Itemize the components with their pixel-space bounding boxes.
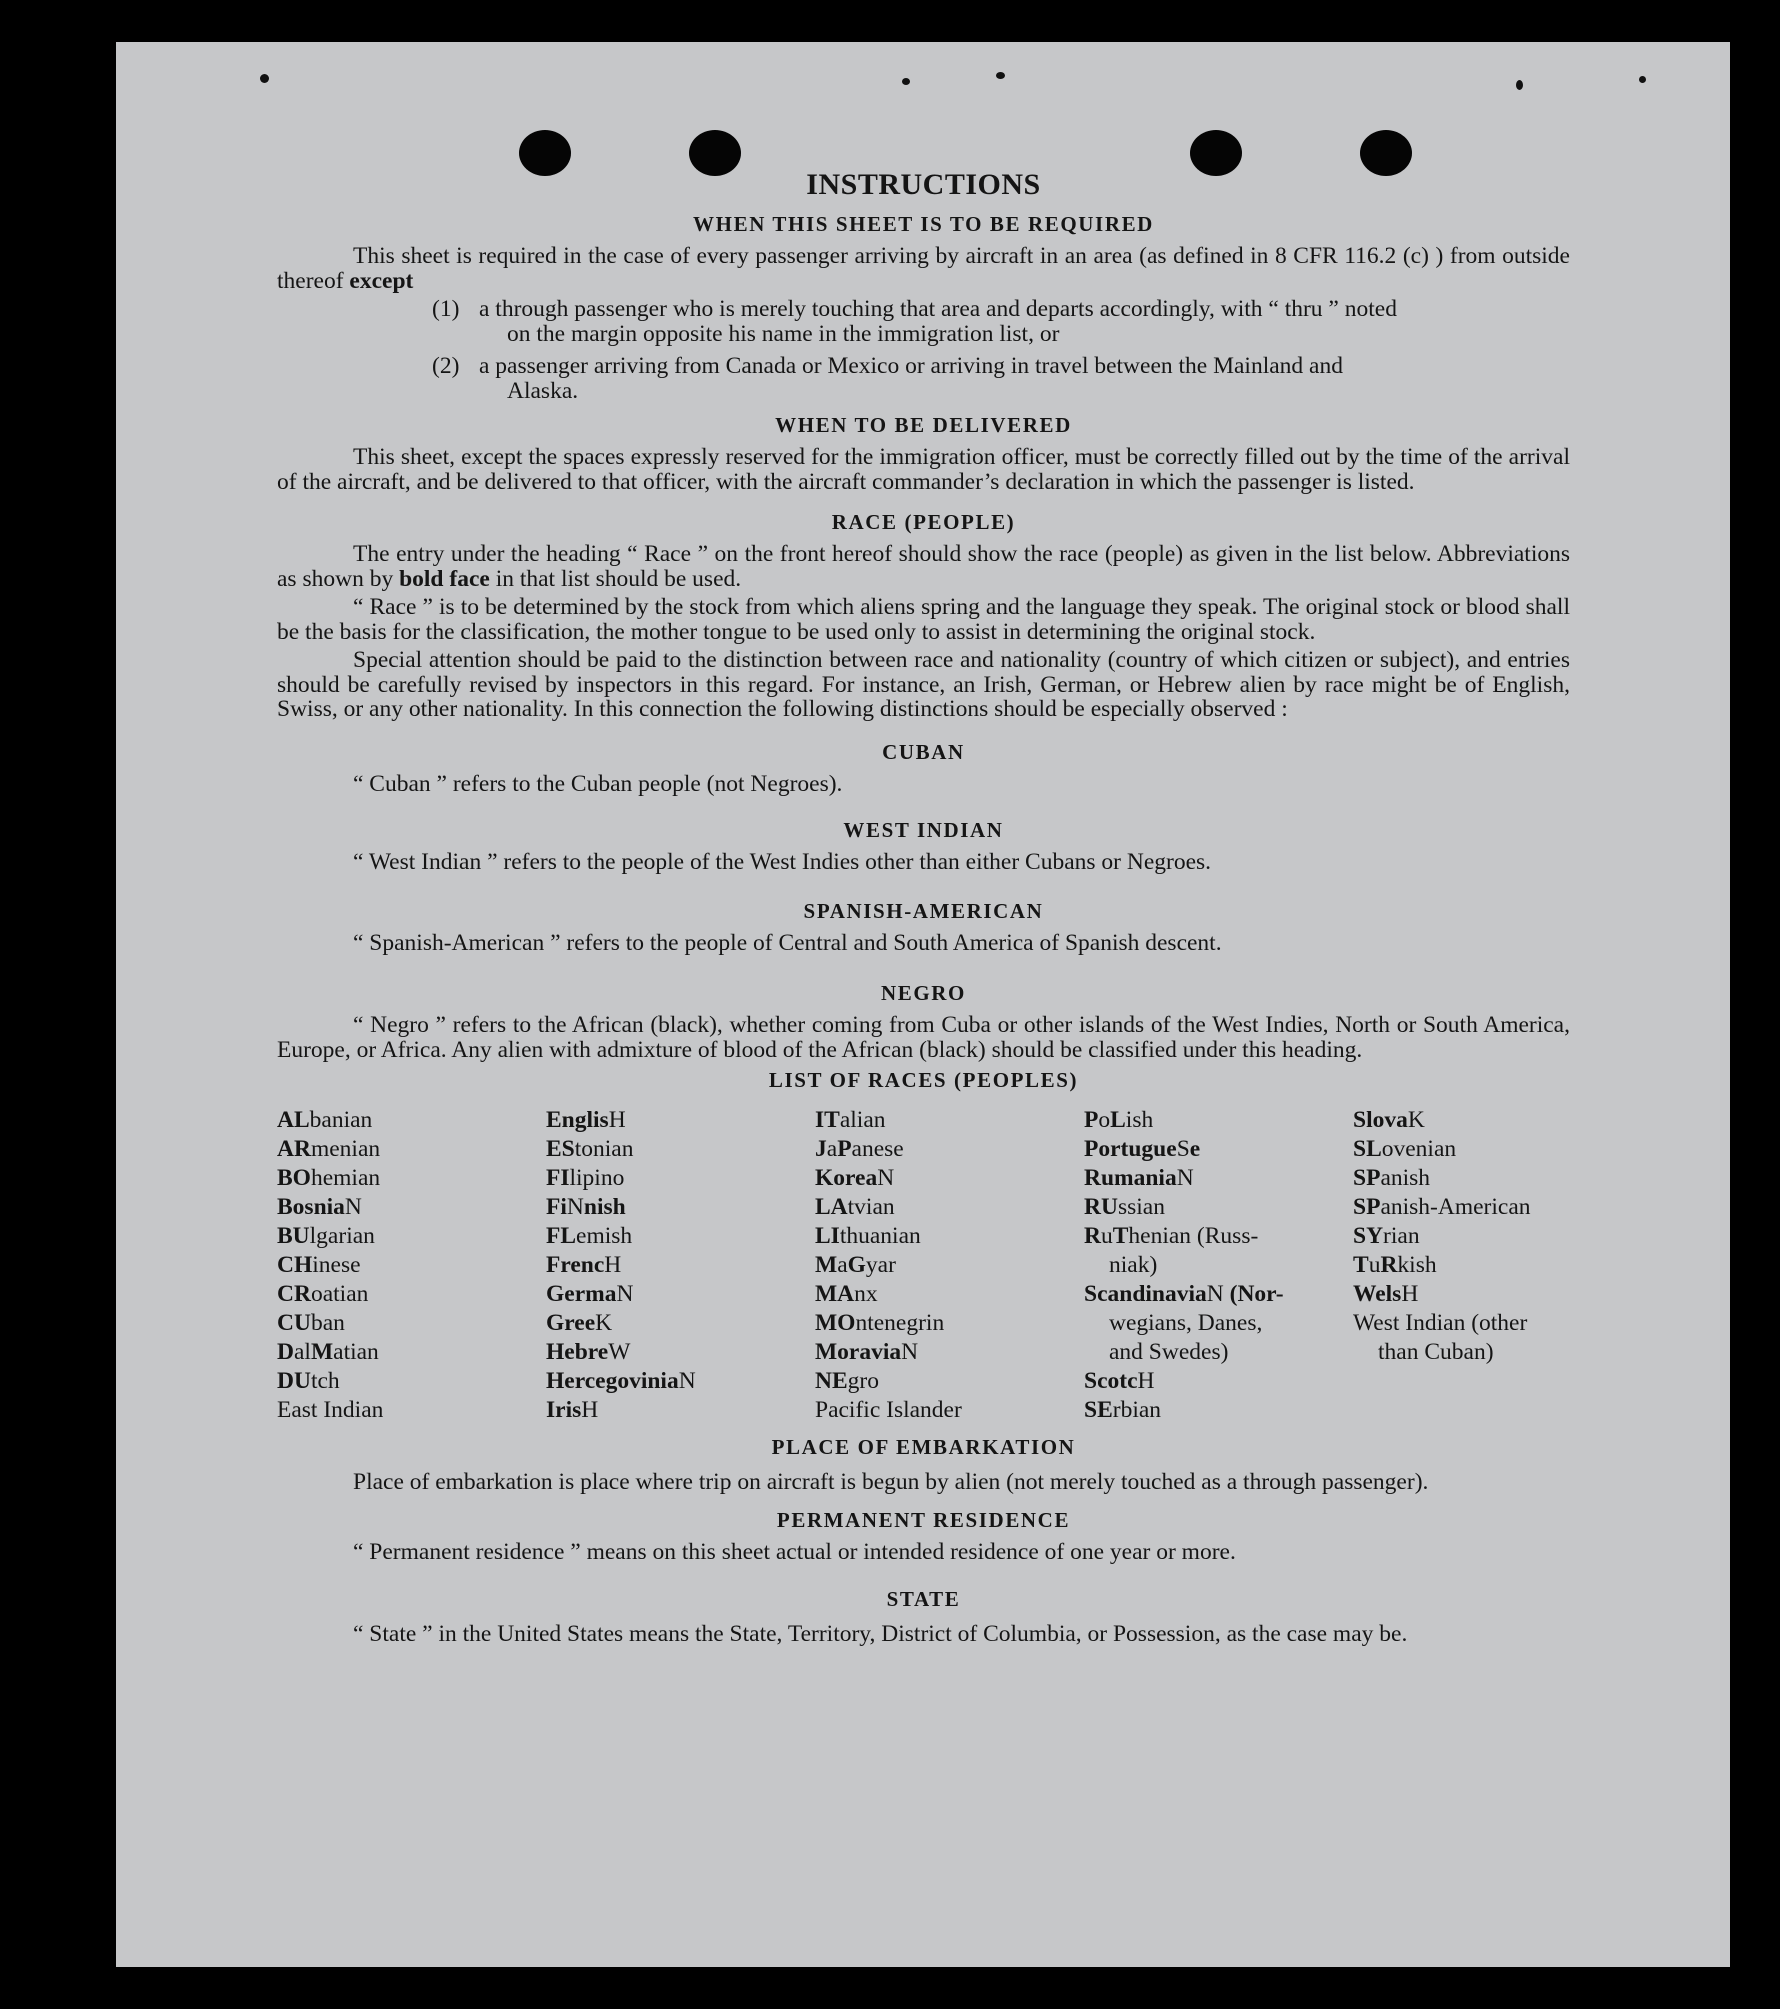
races-list — [277, 1106, 1570, 1425]
heading-when-required: WHEN THIS SHEET IS TO BE REQUIRED — [693, 212, 1154, 236]
race-entry: FiNnish — [546, 1194, 626, 1220]
race-entry: wegians, Danes, — [1109, 1310, 1263, 1336]
races-column — [1353, 1106, 1570, 1425]
race-entry: HercegoviniaN — [546, 1368, 696, 1394]
race-entry: DUtch — [277, 1368, 340, 1394]
race-entry: CHinese — [277, 1252, 361, 1278]
race-entry: EStonian — [546, 1136, 634, 1162]
race-entry: Pacific Islander — [815, 1397, 962, 1423]
race-entry: and Swedes) — [1109, 1339, 1229, 1365]
race-entry: SLovenian — [1353, 1136, 1457, 1162]
speck — [1639, 76, 1646, 83]
race-entry: SYrian — [1353, 1223, 1420, 1249]
race-entry: DalMatian — [277, 1339, 379, 1365]
heading-race: RACE (PEOPLE) — [831, 510, 1016, 534]
heading-embarkation: PLACE OF EMBARKATION — [771, 1435, 1076, 1459]
race-entry: ITalian — [815, 1107, 886, 1133]
race-entry: niak) — [1109, 1252, 1158, 1278]
race-entry: KoreaN — [815, 1165, 895, 1191]
race-entry: FIlipino — [546, 1165, 625, 1191]
race-entry: SPanish — [1353, 1165, 1431, 1191]
races-column — [1084, 1106, 1353, 1425]
race-entry: CRoatian — [277, 1281, 369, 1307]
race-entry: PoLish — [1084, 1107, 1154, 1133]
para-race-3: Special attention should be paid to the distinction between race and nationality (country of which citizen or subject), and entries should be carefully revised by inspectors in this regard. For instance, an Irish, German, or Hebrew alien by race might be of English, Swiss, or any other nationality. In this connection the following distinctions should be especially observed : — [277, 647, 1570, 722]
para-race-2: “ Race ” is to be determined by the stock from which aliens spring and the language they speak. The original stock or blood shall be the basis for the classification, the mother tongue to be used only to assist in determining the original stock. — [277, 594, 1570, 645]
race-entry: LAtvian — [815, 1194, 895, 1220]
race-entry: ScandinaviaN (Nor- — [1084, 1281, 1284, 1307]
list-item: (2) a passenger arriving from Canada or Mexico or arriving in travel between the Mainland and Alaska. — [432, 353, 1343, 404]
para-cuban: “ Cuban ” refers to the Cuban people (not Negroes). — [353, 770, 843, 797]
race-entry: ALbanian — [277, 1107, 373, 1133]
race-entry: SlovaK — [1353, 1107, 1425, 1133]
race-entry: MoraviaN — [815, 1339, 919, 1365]
race-entry: East Indian — [277, 1397, 384, 1423]
instructions-content — [277, 160, 1570, 1650]
heading-residence: PERMANENT RESIDENCE — [776, 1508, 1071, 1532]
race-entry: FLemish — [546, 1223, 633, 1249]
race-entry: SErbian — [1084, 1397, 1162, 1423]
race-entry: MOntenegrin — [815, 1310, 945, 1336]
race-entry: RuThenian (Russ- — [1084, 1223, 1259, 1249]
race-entry: BUlgarian — [277, 1223, 375, 1249]
race-entry: BOhemian — [277, 1165, 381, 1191]
para-negro: “ Negro ” refers to the African (black), whether coming from Cuba or other islands of the West Indies, North or South America, Europe, or Africa. Any alien with admixture of blood of the African (black) should be classified under this heading. — [277, 1012, 1570, 1063]
race-entry: IrisH — [546, 1397, 599, 1423]
speck — [260, 74, 269, 83]
race-entry: than Cuban) — [1378, 1339, 1494, 1365]
para-west-indian: “ West Indian ” refers to the people of the West Indies other than either Cubans or Negroes. — [353, 849, 1212, 875]
heading-list-of-races: LIST OF RACES (PEOPLES) — [768, 1068, 1079, 1092]
para-residence: “ Permanent residence ” means on this sheet actual or intended residence of one year or more. — [353, 1539, 1236, 1565]
race-entry: TuRkish — [1353, 1252, 1437, 1278]
race-entry: GreeK — [546, 1310, 613, 1336]
races-column — [815, 1106, 1084, 1425]
race-entry: GermaN — [546, 1281, 634, 1307]
heading-cuban: CUBAN — [882, 739, 965, 764]
races-column — [277, 1106, 546, 1425]
heading-when-delivered: WHEN TO BE DELIVERED — [775, 413, 1072, 437]
heading-spanish-american: SPANISH-AMERICAN — [803, 898, 1044, 923]
race-entry: HebreW — [546, 1339, 631, 1365]
speck — [902, 78, 910, 85]
list-item: (1) a through passenger who is merely touching that area and departs accordingly, with “ thru ” noted on the margin opposite his name in the immigration list, or — [432, 296, 1397, 347]
race-entry: MAnx — [815, 1281, 878, 1307]
race-entry: PortugueSe — [1084, 1136, 1201, 1162]
speck — [1516, 80, 1523, 90]
para-spanish-american: “ Spanish-American ” refers to the people of Central and South America of Spanish descent. — [353, 929, 1222, 956]
race-entry: WelsH — [1353, 1281, 1419, 1307]
races-column — [546, 1106, 815, 1425]
para-embarkation: Place of embarkation is place where trip on aircraft is begun by alien (not merely touched as a through passenger). — [353, 1469, 1429, 1495]
race-entry: ScotcH — [1084, 1368, 1155, 1394]
race-entry: CUban — [277, 1310, 345, 1336]
para-when-delivered: This sheet, except the spaces expressly reserved for the immigration officer, must be correctly filled out by the time of the arrival of the aircraft, and be delivered to that officer, with the aircraft commander’s declaration in which the passenger is listed. — [277, 444, 1570, 495]
speck — [996, 72, 1005, 79]
race-entry: JaPanese — [815, 1136, 904, 1162]
heading-negro: NEGRO — [880, 981, 966, 1005]
para-race-1: The entry under the heading “ Race ” on the front hereof should show the race (people) as given in the list below. Abbreviations as shown by bold face in that list should be used. — [277, 541, 1570, 592]
race-entry: EnglisH — [546, 1107, 626, 1133]
race-entry: SPanish-American — [1353, 1194, 1531, 1220]
race-entry: RUssian — [1084, 1194, 1165, 1220]
race-entry: RumaniaN — [1084, 1165, 1194, 1191]
para-state: “ State ” in the United States means the State, Territory, District of Columbia, or Possession, as the case may be. — [353, 1620, 1408, 1647]
para-when-required: This sheet is required in the case of every passenger arriving by aircraft in an area (as defined in 8 CFR 116.2 (c) ) from outside thereof except — [277, 243, 1570, 294]
page-title: INSTRUCTIONS — [806, 168, 1041, 201]
heading-west-indian: WEST INDIAN — [843, 818, 1004, 842]
heading-state: STATE — [886, 1586, 961, 1611]
race-entry: ARmenian — [277, 1136, 381, 1162]
race-entry: MaGyar — [815, 1252, 896, 1278]
race-entry: NEgro — [815, 1368, 879, 1394]
race-entry: West Indian (other — [1353, 1310, 1528, 1336]
race-entry: FrencH — [546, 1252, 622, 1278]
race-entry: LIthuanian — [815, 1223, 921, 1249]
race-entry: BosniaN — [277, 1194, 362, 1220]
